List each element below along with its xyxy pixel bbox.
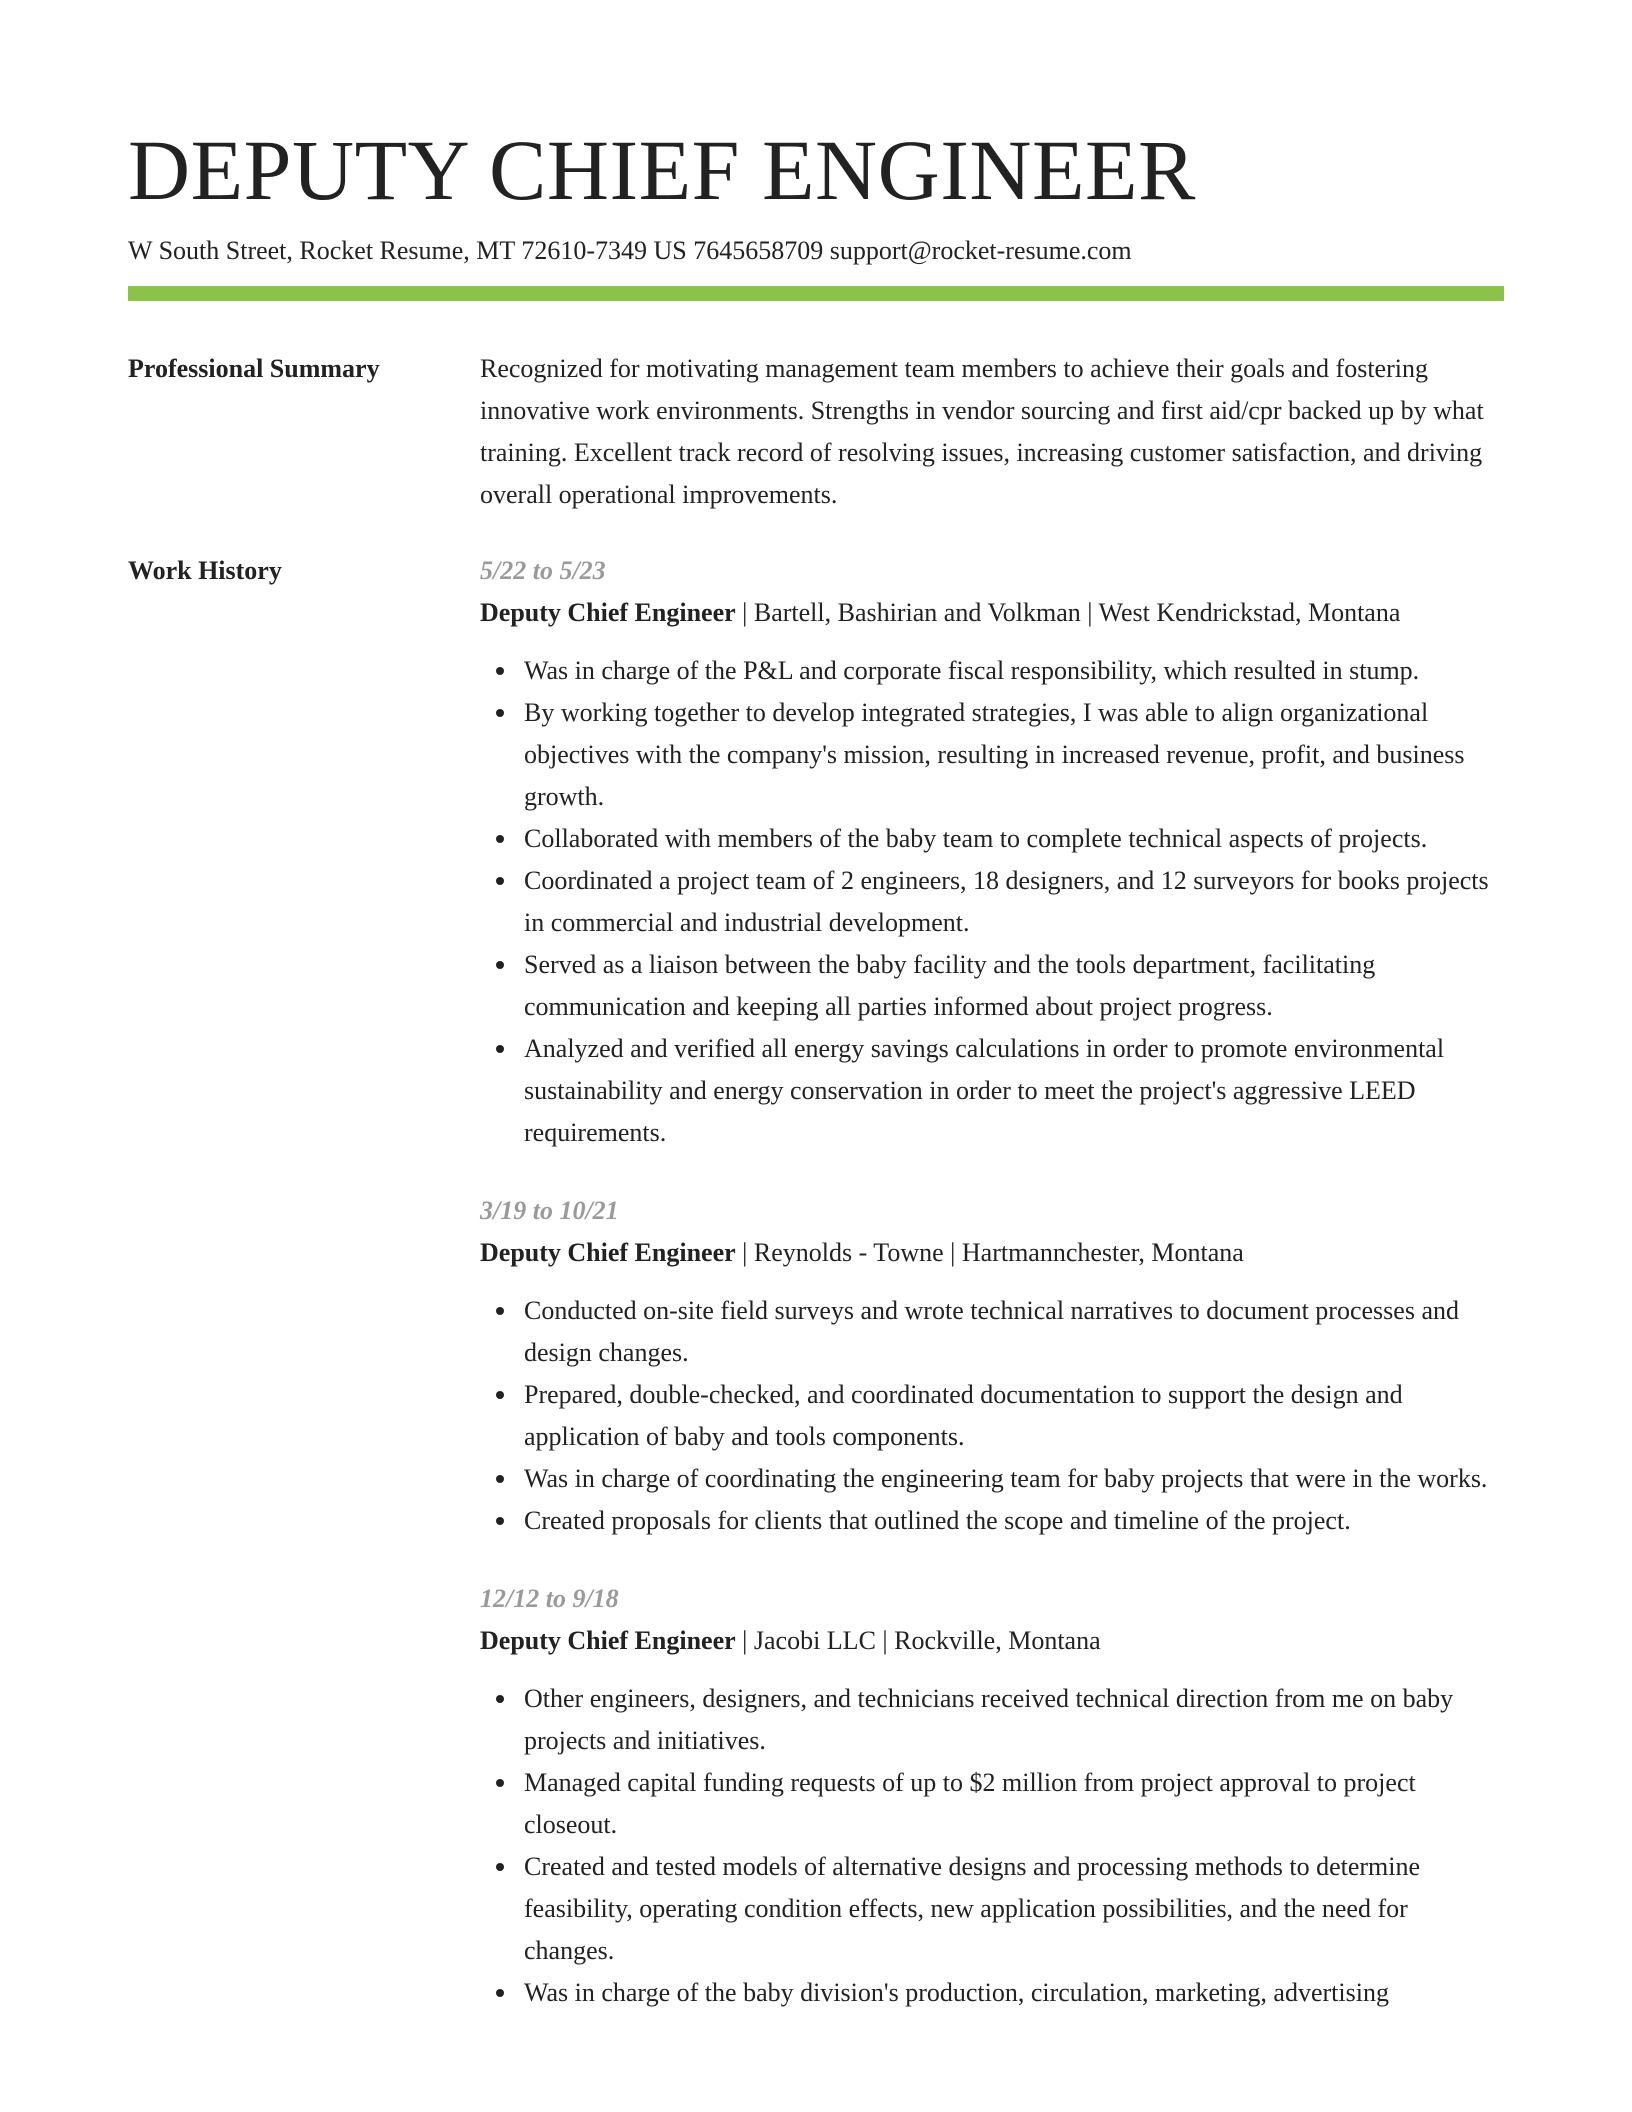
contact-info: W South Street, Rocket Resume, MT 72610-7349 US 7645658709 support@rocket-resume.com [128,236,1132,265]
job-heading [480,592,1504,634]
job-details: | Jacobi LLC | Rockville, Montana [735,1626,1101,1655]
job-title: Deputy Chief Engineer [480,1238,736,1267]
job-dates: 5/22 to 5/23 [480,556,606,585]
job-bullet: Was in charge of the P&L and corporate fiscal responsibility, which resulted in stump. [524,650,1504,692]
job-bullet: Analyzed and verified all energy savings calculations in order to promote environmental sustainability and energy conservation in order to meet the project's aggressive LEED requirements. [524,1028,1504,1154]
job-bullet: Was in charge of the baby division's production, circulation, marketing, advertising [524,1972,1504,2014]
job-dates: 3/19 to 10/21 [480,1196,619,1225]
job-heading [480,1232,1504,1274]
job-bullet: Served as a liaison between the baby facility and the tools department, facilitating communication and keeping all parties informed about project progress. [524,944,1504,1028]
job-bullet: Prepared, double-checked, and coordinated documentation to support the design and application of baby and tools components. [524,1374,1504,1458]
job-entry [480,1578,1504,2014]
job-bullet: Coordinated a project team of 2 engineers, 18 designers, and 12 surveyors for books projects in commercial and industrial development. [524,860,1504,944]
summary-text: Recognized for motivating management team members to achieve their goals and fostering innovative work environments. Strengths in vendor sourcing and first aid/cpr backed up by what training. Excellent track record of resolving issues, increasing customer satisfaction, and driving overall operational improvements. [480,354,1484,509]
job-entry [480,1190,1504,1542]
job-bullets [480,1290,1504,1542]
job-bullet: By working together to develop integrated strategies, I was able to align organizational objectives with the company's mission, resulting in increased revenue, profit, and business growth. [524,692,1504,818]
accent-divider [128,286,1504,301]
job-title: Deputy Chief Engineer [480,598,736,627]
job-title: Deputy Chief Engineer [480,1626,736,1655]
job-bullet: Created proposals for clients that outlined the scope and timeline of the project. [524,1500,1504,1542]
resume-header [128,118,1504,268]
job-heading [480,1620,1504,1662]
job-dates: 12/12 to 9/18 [480,1584,619,1613]
job-bullets [480,1678,1504,2014]
job-bullet: Created and tested models of alternative designs and processing methods to determine feasibility, operating condition effects, new application possibilities, and the need for changes. [524,1846,1504,1972]
work-history-body [480,550,1504,2050]
job-details: | Reynolds - Towne | Hartmannchester, Montana [735,1238,1244,1267]
job-details: | Bartell, Bashirian and Volkman | West Kendrickstad, Montana [735,598,1401,627]
job-bullet: Other engineers, designers, and technicians received technical direction from me on baby projects and initiatives. [524,1678,1504,1762]
section-label-summary: Professional Summary [128,354,380,383]
section-label-work-history: Work History [128,556,282,585]
job-bullet: Conducted on-site field surveys and wrote technical narratives to document processes and design changes. [524,1290,1504,1374]
job-bullets [480,650,1504,1154]
job-bullet: Managed capital funding requests of up to $2 million from project approval to project closeout. [524,1762,1504,1846]
job-bullet: Collaborated with members of the baby team to complete technical aspects of projects. [524,818,1504,860]
job-entry [480,550,1504,1154]
candidate-name: DEPUTY CHIEF ENGINEER [128,122,1196,218]
job-bullet: Was in charge of coordinating the engineering team for baby projects that were in the works. [524,1458,1504,1500]
summary-body [480,348,1504,516]
